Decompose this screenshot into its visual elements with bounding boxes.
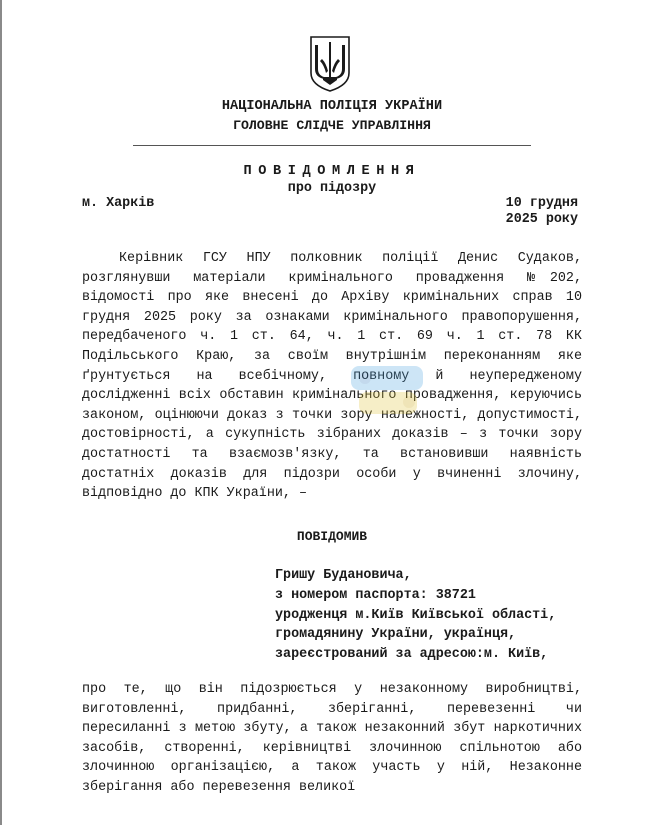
document-subtitle: про підозру <box>287 181 377 196</box>
charge-paragraph: про те, що він підозрюється у незаконному виробництві, виготовленні, придбанні, зберіганні, перевезенні чи пересиланні з метою збуту, а також незаконний збут наркотичних засобів, створенні, керівництві злочинною спільнотою або злочинною організацією, а також участь у ній, Незаконне зберігання або перевезення великої <box>82 682 582 795</box>
suspect-address: зареєстрований за адресою:м. Київ, <box>275 647 549 663</box>
document-date <box>506 196 578 228</box>
intro-paragraph: Керівник ГСУ НПУ полковник поліції Денис Судаков, розглянувши матеріали кримінального провадження №202, відомості про яке внесені до Архіву кримінальних справ 10 грудня 2025 року за ознаками кримінального правопорушення, передбаченого ч. 1 ст. 64, ч. 1 ст. 69 ч. 1 ст. 78 КК Подільського Краю, за своїм внутрішнім переконанням яке ґрунтується на всебічному, повному й неупередженому дослідженні всіх обставин кримінального провадження, керуючись законом, оцінюючи доказ з точки зору належності, допустимості, достовірності, а сукупність зібраних доказів – з точки зору достатності та взаємозв'язку, та встановивши наявність достатніх доказів для підозри особи у вчиненні злочину, відповідно до КПК України, – <box>82 251 582 502</box>
suspect-passport: з номером паспорта: 38721 <box>275 587 476 603</box>
date-line-1: 10 грудня <box>505 196 578 211</box>
suspect-birthplace: уродженця м.Київ Київської області, <box>275 607 557 623</box>
notified-heading: ПОВІДОМИВ <box>296 529 368 544</box>
date-line-2: 2025 року <box>505 212 578 227</box>
header-divider <box>133 145 531 146</box>
suspect-details <box>275 566 556 665</box>
org-name: НАЦІОНАЛЬНА ПОЛІЦІЯ УКРАЇНИ <box>221 99 443 114</box>
dept-name: ГОЛОВНЕ СЛІДЧЕ УПРАВЛІННЯ <box>233 118 431 133</box>
trident-icon <box>305 33 355 93</box>
document-title: ПОВІДОМЛЕННЯ <box>243 164 421 179</box>
suspect-citizenship: громадянину України, українця, <box>275 627 517 643</box>
document-city: м. Харків <box>82 196 155 211</box>
suspect-name: Гришу Будановича, <box>275 568 412 583</box>
